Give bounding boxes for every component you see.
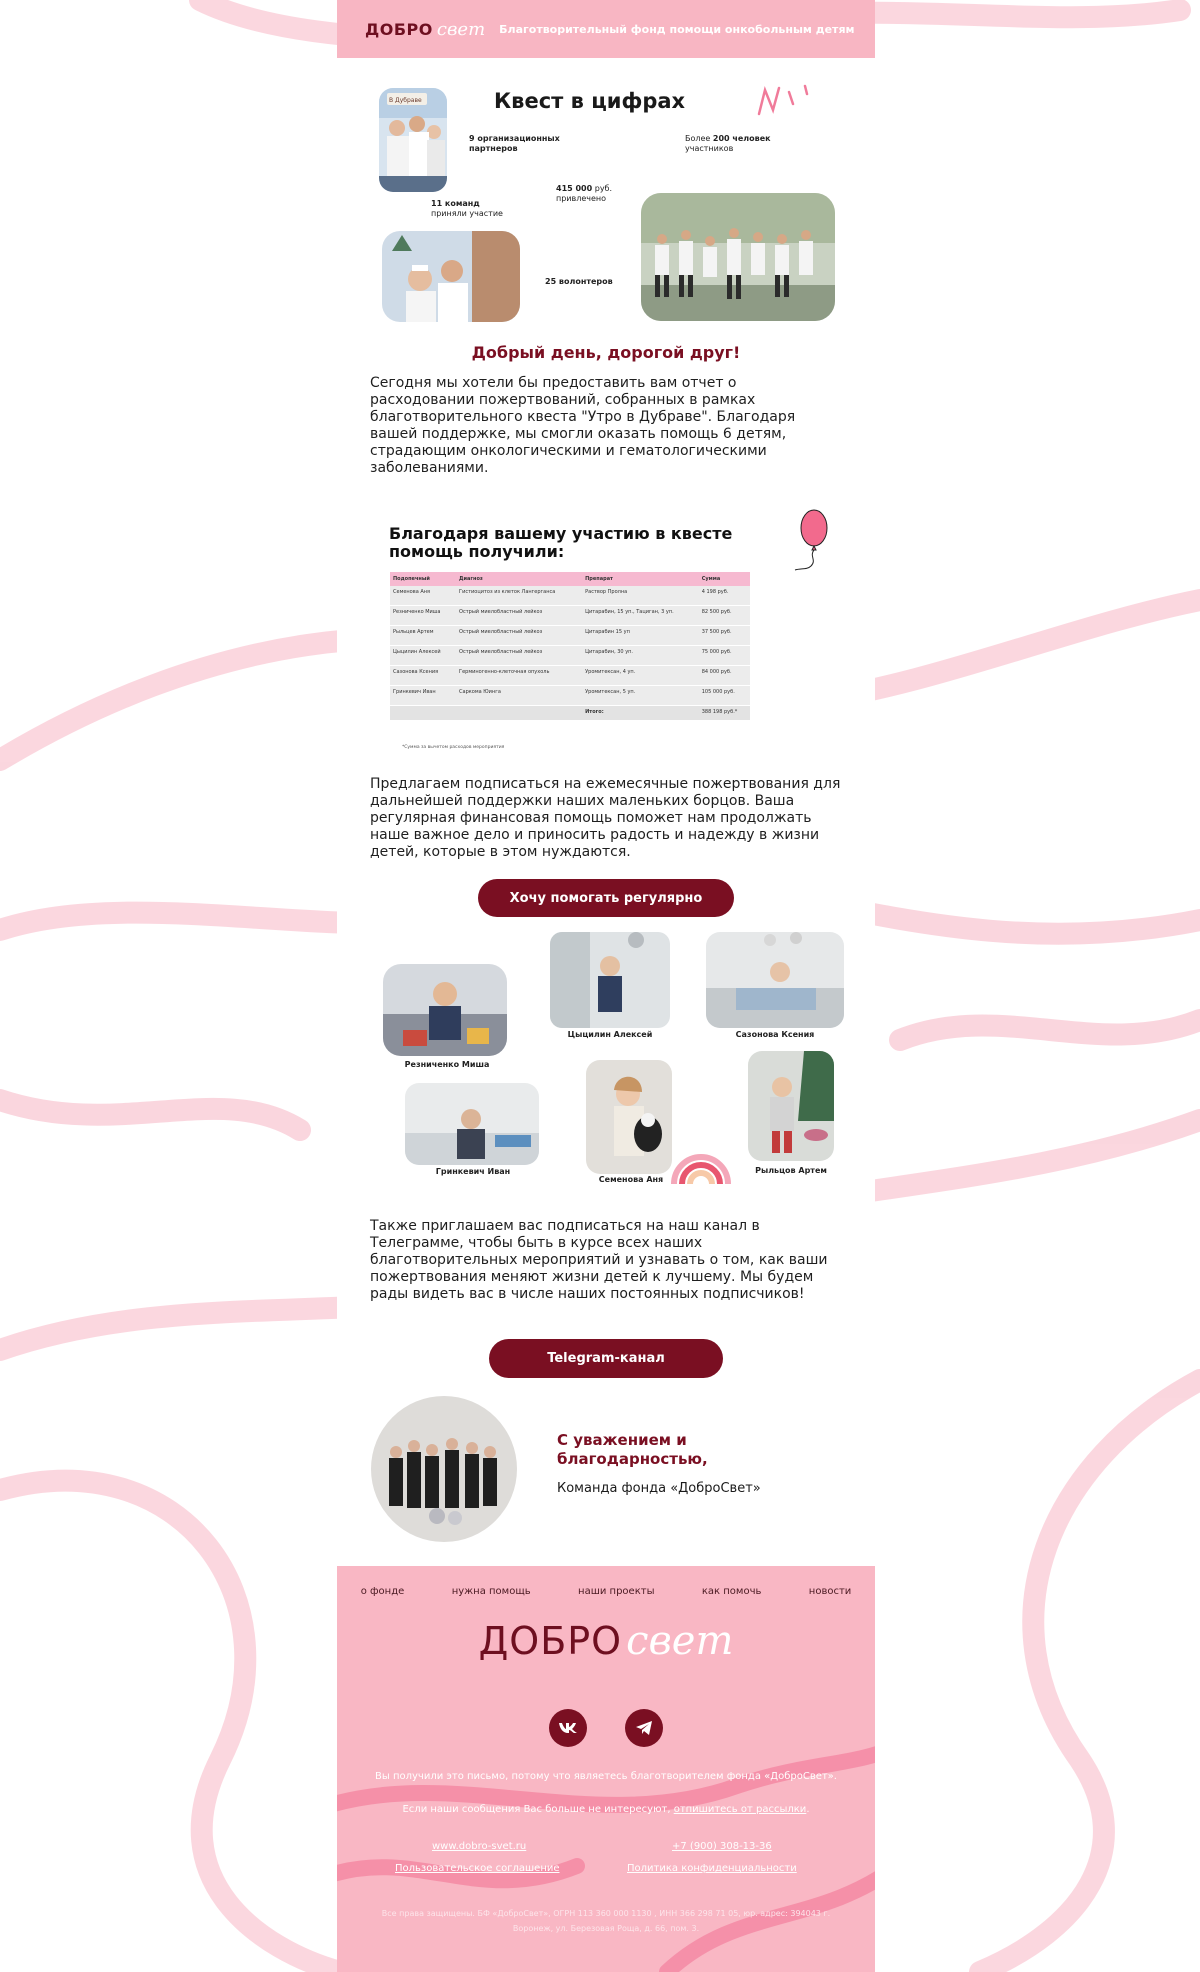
stat-participants-prefix: Более [685, 134, 711, 143]
telegram-button[interactable]: Telegram-канал [489, 1339, 723, 1378]
stat-raised-label: привлечено [556, 194, 607, 203]
table-header-row [390, 572, 750, 586]
footer-nav-need-help[interactable]: нужна помощь [451, 1586, 531, 1597]
unsubscribe-link[interactable]: отпишитесь от рассылки [673, 1804, 807, 1815]
stat-partners-value: 9 организационных [469, 134, 560, 143]
stat-raised [556, 184, 612, 204]
table-total-label: Итого: [582, 706, 699, 721]
stat-participants [685, 134, 771, 154]
table-cell: 37 500 руб. [699, 626, 750, 646]
kid-photo-anya [586, 1060, 672, 1174]
footer-nav-about[interactable]: о фонде [360, 1586, 405, 1597]
table-cell: Острый миелобластный лейкоз [456, 626, 582, 646]
footer-nav-news[interactable]: новости [808, 1586, 852, 1597]
table-header-cell: Подопечный [390, 572, 456, 586]
logo-part1: ДОБРО [365, 19, 433, 39]
table-cell: Раствор Пролна [582, 586, 699, 606]
kid-label-ivan: Гринкевич Иван [435, 1167, 511, 1176]
table-row [390, 586, 750, 606]
kid-label-ksenia: Сазонова Ксения [735, 1030, 815, 1039]
table-cell: Цитарабин, 15 уп., Тациган, 3 уп. [582, 606, 699, 626]
email-header [337, 0, 875, 58]
footer-unsubscribe-prefix: Если наши сообщения Вас больше не интересуют, [402, 1804, 671, 1815]
table-header-cell: Сумма [699, 572, 750, 586]
header-tagline: Благотворительный фонд помощи онкобольным детям [499, 22, 855, 36]
table-cell: 84 000 руб. [699, 666, 750, 686]
signature-regards: С уважением и благодарностью, [557, 1431, 708, 1468]
helped-table [390, 572, 750, 721]
stat-volunteers-value: 25 волонтеров [545, 277, 613, 286]
table-cell: 82 500 руб. [699, 606, 750, 626]
footer-site-link[interactable]: www.dobro-svet.ru [432, 1841, 527, 1852]
signature-team: Команда фонда «ДоброСвет» [557, 1481, 761, 1496]
stat-raised-unit: руб. [594, 184, 613, 193]
quest-photo-group-sign [379, 88, 447, 192]
stat-teams [431, 199, 503, 219]
helped-title: Благодаря вашему участию в квесте помощь получили: [389, 524, 733, 561]
table-cell-empty [390, 706, 456, 721]
footer-logo-part2: свет [626, 1618, 734, 1664]
footer-nav [337, 1586, 875, 1597]
stat-participants-label: участников [685, 144, 734, 153]
table-header-cell: Диагноз [456, 572, 582, 586]
stat-raised-value: 415 000 [556, 184, 593, 193]
quest-photo-cheering [382, 231, 520, 322]
table-cell: Цитарабин 15 уп [582, 626, 699, 646]
table-cell: Герминогенно-клеточная опухоль [456, 666, 582, 686]
table-cell: Острый миелобластный лейкоз [456, 646, 582, 666]
kid-photo-ksenia [706, 932, 844, 1028]
table-cell: Острый миелобластный лейкоз [456, 606, 582, 626]
table-cell: Уромитексан, 4 уп. [582, 666, 699, 686]
table-cell: Сазонова Ксения [390, 666, 456, 686]
table-cell-empty [456, 706, 582, 721]
table-header-cell: Препарат [582, 572, 699, 586]
table-row [390, 606, 750, 626]
logo-part2: свет [436, 18, 486, 40]
team-photo [371, 1396, 517, 1542]
table-total-row [390, 706, 750, 721]
email-body [337, 0, 875, 1972]
stat-partners-label: партнеров [469, 144, 518, 153]
vk-button[interactable] [549, 1709, 587, 1747]
subscribe-paragraph: Предлагаем подписаться на ежемесячные пожертвования для дальнейшей поддержки наших маленьких борцов. Ваша регулярная финансовая помощь поможет нам продолжать наше важное дело и приносить радость и надежду в жизни детей, которые в этом нуждаются. [370, 776, 841, 860]
telegram-social-button[interactable] [625, 1709, 663, 1747]
table-cell: 105 000 руб. [699, 686, 750, 706]
footer-unsubscribe-line: Если наши сообщения Вас больше не интересуют, отпишитесь от рассылки. [402, 1804, 810, 1815]
kid-photo-ivan [405, 1083, 539, 1165]
table-row [390, 626, 750, 646]
greeting-heading: Добрый день, дорогой друг! [471, 343, 741, 362]
footer-agreement-link[interactable]: Пользовательское соглашение [395, 1863, 560, 1874]
table-footnote: *Сумма за вычетом расходов мероприятия [402, 745, 505, 750]
footer-nav-projects[interactable]: наши проекты [578, 1586, 655, 1597]
table-cell: Саркома Юинга [456, 686, 582, 706]
table-cell: Гринкевич Иван [390, 686, 456, 706]
vk-icon [558, 1722, 578, 1734]
footer-phone-link[interactable]: +7 (900) 308-13-36 [672, 1841, 772, 1852]
table-row [390, 646, 750, 666]
telegram-icon [635, 1720, 653, 1736]
kid-photo-misha [383, 964, 507, 1056]
footer-logo[interactable] [337, 1618, 875, 1664]
table-cell: Цыцилин Алексей [390, 646, 456, 666]
table-cell: Семенова Аня [390, 586, 456, 606]
kid-label-artem: Рыльцов Артем [755, 1166, 827, 1175]
kid-photo-artem [748, 1051, 834, 1161]
table-cell: 4 198 руб. [699, 586, 750, 606]
stat-teams-label: приняли участие [431, 209, 503, 218]
table-cell: Рыльцев Артем [390, 626, 456, 646]
footer-copyright: Все права защищены. БФ «ДоброСвет», ОГРН 113 360 000 1130 , ИНН 366 298 71 05, юр. адрес: 394043 г. Воронеж, ул. Березовая Роща, д. 66, пом. 3. [381, 1909, 831, 1933]
photo-sign-text: В Дубраве [389, 97, 422, 104]
logo[interactable] [365, 19, 485, 40]
stat-participants-value: 200 человек [712, 134, 771, 143]
table-total-value: 388 198 руб.* [699, 706, 750, 721]
table-row [390, 666, 750, 686]
scribble-decoration [755, 80, 815, 120]
subscribe-button[interactable]: Хочу помогать регулярно [478, 879, 734, 917]
table-cell: 75 000 руб. [699, 646, 750, 666]
footer-logo-part1: ДОБРО [478, 1619, 623, 1663]
email-footer [337, 1566, 875, 1972]
table-cell: Гистиоцитоз из клеток Лангерганса [456, 586, 582, 606]
kid-photo-alexey [550, 932, 670, 1028]
telegram-paragraph: Также приглашаем вас подписаться на наш канал в Телеграмме, чтобы быть в курсе всех наших благотворительных мероприятий и узнавать о том, как ваши пожертвования меняют жизни детей к лучшему. Мы будем рады видеть вас в числе наших постоянных подписчиков! [370, 1218, 828, 1302]
table-cell: Уромитексан, 5 уп. [582, 686, 699, 706]
table-row [390, 686, 750, 706]
stat-volunteers [545, 277, 613, 287]
kid-label-alexey: Цыцилин Алексей [567, 1030, 653, 1039]
quest-title: Квест в цифрах [494, 89, 686, 113]
quest-photo-dancers [641, 193, 835, 321]
footer-reason-text: Вы получили это письмо, потому что являетесь благотворителем фонда «ДоброСвет». [375, 1771, 837, 1782]
intro-paragraph: Сегодня мы хотели бы предоставить вам отчет о расходовании пожертвований, собранных в рамках благотворительного квеста "Утро в Дубраве". Благодаря вашей поддержке, мы смогли оказать помощь 6 детям, страдающим онкологическими и гематологическими заболеваниями. [370, 375, 796, 476]
table-cell: Резниченко Миша [390, 606, 456, 626]
kid-label-anya: Семенова Аня [598, 1175, 664, 1184]
footer-privacy-link[interactable]: Политика конфиденциальности [627, 1863, 797, 1874]
stat-teams-value: 11 команд [431, 199, 480, 208]
kid-label-misha: Резниченко Миша [404, 1060, 490, 1069]
table-cell: Цитарабин, 30 уп. [582, 646, 699, 666]
balloon-icon [787, 504, 837, 572]
footer-nav-how-to-help[interactable]: как помочь [701, 1586, 762, 1597]
stat-partners [469, 134, 560, 154]
